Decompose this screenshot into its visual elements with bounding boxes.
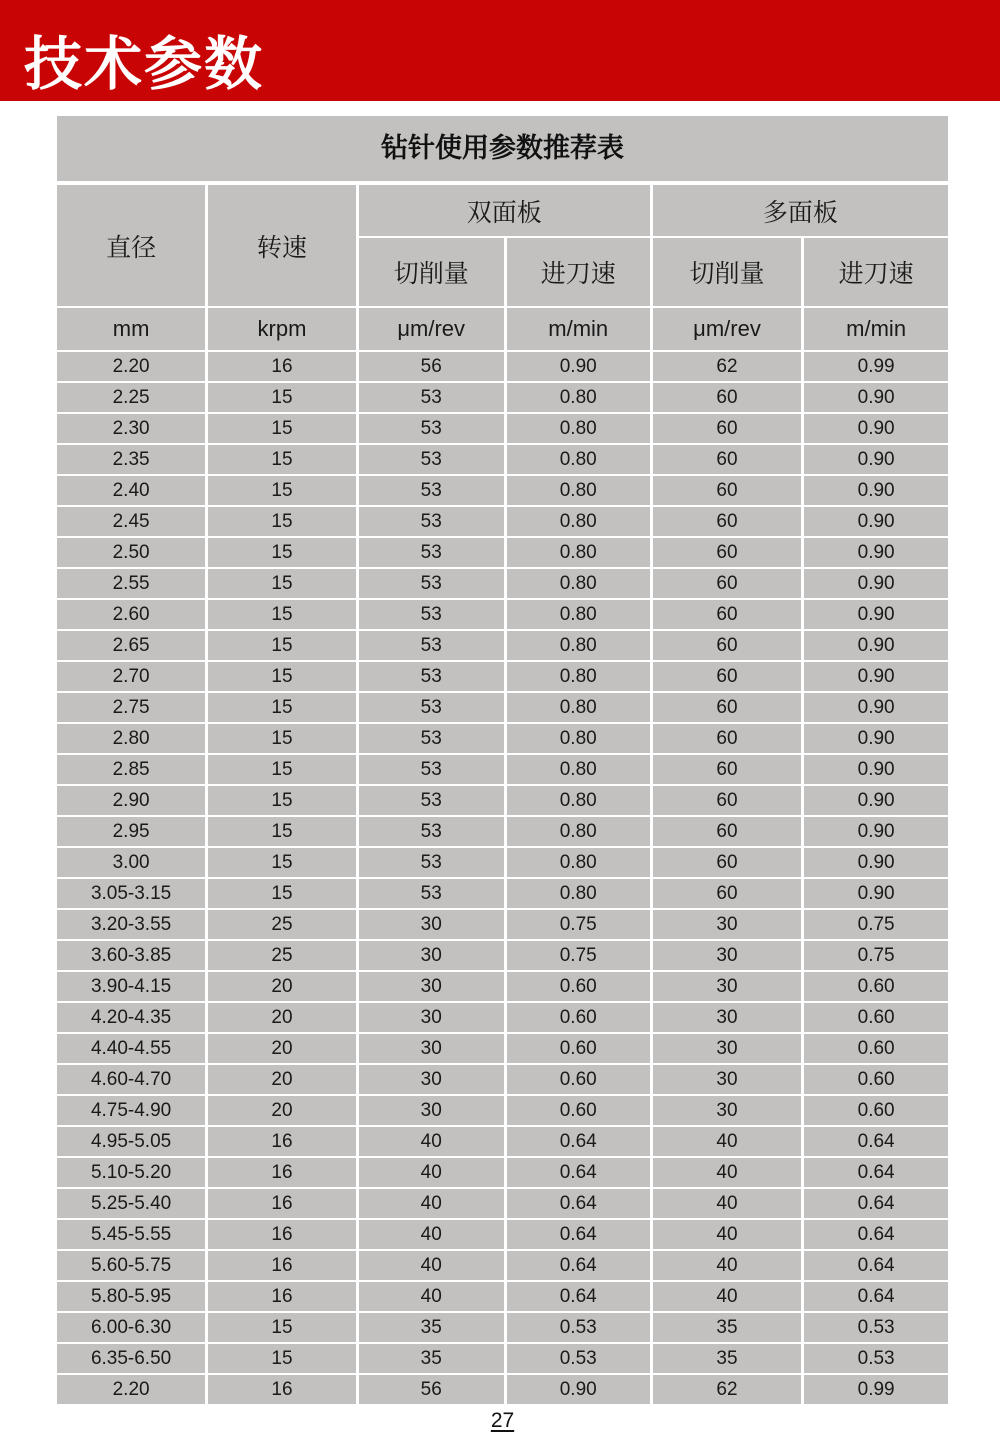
table-cell: 40: [651, 1250, 802, 1281]
table-cell: 15: [207, 599, 358, 630]
table-row: [57, 971, 948, 1002]
table-row: [57, 1374, 948, 1404]
table-cell: 0.90: [803, 878, 948, 909]
table-row: [57, 413, 948, 444]
table-cell: 0.80: [505, 847, 651, 878]
table-cell: 20: [207, 1002, 358, 1033]
table-cell: 2.75: [57, 692, 207, 723]
table-cell: 15: [207, 816, 358, 847]
table-row: [57, 382, 948, 413]
table-cell: 16: [207, 1188, 358, 1219]
table-cell: 16: [207, 1157, 358, 1188]
table-row: [57, 1095, 948, 1126]
table-cell: 53: [357, 444, 505, 475]
table-cell: 53: [357, 630, 505, 661]
table-row: [57, 723, 948, 754]
table-cell: 0.64: [803, 1157, 948, 1188]
table-row: [57, 1281, 948, 1312]
table-cell: 60: [651, 816, 802, 847]
table-row: [57, 475, 948, 506]
table-cell: 30: [651, 1095, 802, 1126]
table-cell: 16: [207, 1219, 358, 1250]
table-cell: 5.25-5.40: [57, 1188, 207, 1219]
table-cell: 2.70: [57, 661, 207, 692]
table-cell: 2.65: [57, 630, 207, 661]
table-cell: 62: [651, 1374, 802, 1404]
table-cell: 0.60: [505, 1002, 651, 1033]
table-cell: 35: [651, 1312, 802, 1343]
table-cell: 0.53: [505, 1312, 651, 1343]
table-cell: 2.45: [57, 506, 207, 537]
table-cell: 0.90: [505, 1374, 651, 1404]
table-cell: 0.90: [803, 475, 948, 506]
table-cell: 0.80: [505, 630, 651, 661]
table-cell: 0.80: [505, 537, 651, 568]
table-cell: 0.64: [505, 1219, 651, 1250]
table-cell: 53: [357, 506, 505, 537]
table-cell: 16: [207, 1281, 358, 1312]
table-cell: 4.75-4.90: [57, 1095, 207, 1126]
table-header: [57, 185, 948, 351]
unit-diameter: mm: [57, 307, 207, 351]
table-cell: 0.80: [505, 661, 651, 692]
table-cell: 15: [207, 692, 358, 723]
table-cell: 0.64: [803, 1281, 948, 1312]
table-cell: 0.60: [505, 1033, 651, 1064]
table-cell: 0.64: [505, 1126, 651, 1157]
table-cell: 60: [651, 444, 802, 475]
table-cell: 30: [357, 1064, 505, 1095]
table-cell: 0.75: [803, 940, 948, 971]
table-cell: 6.00-6.30: [57, 1312, 207, 1343]
table-cell: 0.75: [505, 909, 651, 940]
table-cell: 0.64: [803, 1250, 948, 1281]
header-double-sided-group: 双面板: [357, 185, 651, 237]
table-cell: 0.90: [803, 444, 948, 475]
table-cell: 40: [357, 1188, 505, 1219]
table-cell: 0.90: [803, 847, 948, 878]
table-cell: 15: [207, 661, 358, 692]
table-cell: 0.90: [803, 816, 948, 847]
table-cell: 0.60: [803, 971, 948, 1002]
table-cell: 53: [357, 692, 505, 723]
table-cell: 30: [357, 1033, 505, 1064]
table-cell: 60: [651, 537, 802, 568]
table-cell: 2.80: [57, 723, 207, 754]
table-cell: 60: [651, 506, 802, 537]
table-cell: 0.90: [803, 413, 948, 444]
table-cell: 60: [651, 413, 802, 444]
table-cell: 0.64: [505, 1188, 651, 1219]
table-cell: 20: [207, 971, 358, 1002]
page-number: 27: [490, 1409, 515, 1432]
table-row: [57, 1126, 948, 1157]
table-cell: 0.80: [505, 785, 651, 816]
table-cell: 0.80: [505, 599, 651, 630]
table-cell: 6.35-6.50: [57, 1343, 207, 1374]
table-cell: 30: [651, 1033, 802, 1064]
table-cell: 0.80: [505, 723, 651, 754]
table-cell: 15: [207, 382, 358, 413]
table-row: [57, 599, 948, 630]
table-cell: 4.60-4.70: [57, 1064, 207, 1095]
unit-ml-chip-load: μm/rev: [651, 307, 802, 351]
table-cell: 60: [651, 475, 802, 506]
header-row-groups: [57, 185, 948, 237]
table-cell: 53: [357, 878, 505, 909]
units-row: [57, 307, 948, 351]
table-cell: 0.80: [505, 506, 651, 537]
table-cell: 0.90: [803, 785, 948, 816]
table-cell: 30: [651, 1002, 802, 1033]
table-cell: 0.80: [505, 444, 651, 475]
table-row: [57, 878, 948, 909]
table-row: [57, 1219, 948, 1250]
table-cell: 53: [357, 847, 505, 878]
table-cell: 53: [357, 599, 505, 630]
table-cell: 15: [207, 1312, 358, 1343]
table-cell: 0.90: [803, 723, 948, 754]
table-body: [57, 351, 948, 1404]
content: [57, 116, 948, 1404]
table-cell: 53: [357, 754, 505, 785]
table-cell: 16: [207, 1374, 358, 1404]
table-row: [57, 1064, 948, 1095]
table-cell: 0.64: [803, 1219, 948, 1250]
table-cell: 0.60: [505, 971, 651, 1002]
table-cell: 2.85: [57, 754, 207, 785]
table-cell: 60: [651, 785, 802, 816]
table-cell: 25: [207, 909, 358, 940]
table-cell: 4.40-4.55: [57, 1033, 207, 1064]
table-cell: 16: [207, 1126, 358, 1157]
table-cell: 3.20-3.55: [57, 909, 207, 940]
table-cell: 53: [357, 568, 505, 599]
table-cell: 0.80: [505, 382, 651, 413]
table-row: [57, 661, 948, 692]
table-row: [57, 1188, 948, 1219]
table-cell: 0.60: [803, 1095, 948, 1126]
table-cell: 60: [651, 723, 802, 754]
table-cell: 30: [357, 1095, 505, 1126]
table-cell: 40: [651, 1157, 802, 1188]
table-cell: 15: [207, 506, 358, 537]
table-row: [57, 1343, 948, 1374]
table-cell: 60: [651, 754, 802, 785]
page-footer: [57, 1409, 948, 1433]
table-cell: 30: [651, 971, 802, 1002]
table-cell: 15: [207, 785, 358, 816]
table-cell: 35: [357, 1343, 505, 1374]
table-cell: 20: [207, 1095, 358, 1126]
table-cell: 0.80: [505, 878, 651, 909]
table-cell: 30: [651, 1064, 802, 1095]
table-cell: 0.80: [505, 413, 651, 444]
table-cell: 40: [651, 1188, 802, 1219]
table-cell: 5.80-5.95: [57, 1281, 207, 1312]
table-cell: 0.90: [505, 351, 651, 382]
table-cell: 53: [357, 413, 505, 444]
table-cell: 15: [207, 878, 358, 909]
table-cell: 20: [207, 1064, 358, 1095]
table-row: [57, 847, 948, 878]
table-cell: 0.90: [803, 754, 948, 785]
table-cell: 25: [207, 940, 358, 971]
table-cell: 40: [357, 1157, 505, 1188]
table-cell: 2.60: [57, 599, 207, 630]
table-row: [57, 351, 948, 382]
table-cell: 5.45-5.55: [57, 1219, 207, 1250]
table-cell: 0.90: [803, 506, 948, 537]
table-cell: 4.20-4.35: [57, 1002, 207, 1033]
table-cell: 15: [207, 413, 358, 444]
table-cell: 53: [357, 661, 505, 692]
table-cell: 5.10-5.20: [57, 1157, 207, 1188]
table-cell: 0.64: [505, 1157, 651, 1188]
table-cell: 56: [357, 351, 505, 382]
table-cell: 40: [357, 1219, 505, 1250]
table-row: [57, 692, 948, 723]
table-cell: 0.60: [505, 1095, 651, 1126]
table-row: [57, 909, 948, 940]
table-cell: 0.90: [803, 537, 948, 568]
table-cell: 0.53: [803, 1312, 948, 1343]
table-cell: 15: [207, 630, 358, 661]
table-cell: 15: [207, 475, 358, 506]
table-row: [57, 785, 948, 816]
table-cell: 60: [651, 878, 802, 909]
table-cell: 60: [651, 661, 802, 692]
table-cell: 2.50: [57, 537, 207, 568]
table-cell: 5.60-5.75: [57, 1250, 207, 1281]
table-cell: 0.80: [505, 754, 651, 785]
table-cell: 40: [357, 1250, 505, 1281]
table-cell: 0.80: [505, 692, 651, 723]
header-ds-infeed: 进刀速: [505, 237, 651, 307]
table-cell: 2.40: [57, 475, 207, 506]
table-row: [57, 940, 948, 971]
table-cell: 0.90: [803, 661, 948, 692]
table-cell: 40: [651, 1126, 802, 1157]
table-row: [57, 1002, 948, 1033]
table-cell: 3.00: [57, 847, 207, 878]
table-row: [57, 1033, 948, 1064]
table-row: [57, 444, 948, 475]
table-cell: 16: [207, 1250, 358, 1281]
table-cell: 0.99: [803, 351, 948, 382]
table-row: [57, 1312, 948, 1343]
header-ml-infeed: 进刀速: [803, 237, 948, 307]
table-cell: 0.53: [505, 1343, 651, 1374]
table-cell: 20: [207, 1033, 358, 1064]
unit-ml-infeed: m/min: [803, 307, 948, 351]
table-cell: 2.25: [57, 382, 207, 413]
table-cell: 0.75: [505, 940, 651, 971]
header-speed: 转速: [207, 185, 358, 307]
table-cell: 15: [207, 444, 358, 475]
table-cell: 30: [357, 1002, 505, 1033]
table-cell: 0.90: [803, 599, 948, 630]
table-row: [57, 537, 948, 568]
table-cell: 2.20: [57, 351, 207, 382]
table-cell: 0.90: [803, 630, 948, 661]
table-cell: 35: [651, 1343, 802, 1374]
header-ds-chip-load: 切削量: [357, 237, 505, 307]
table-cell: 15: [207, 537, 358, 568]
table-cell: 30: [651, 909, 802, 940]
table-cell: 2.20: [57, 1374, 207, 1404]
table-cell: 2.95: [57, 816, 207, 847]
table-cell: 2.90: [57, 785, 207, 816]
table-cell: 15: [207, 847, 358, 878]
table-cell: 0.80: [505, 816, 651, 847]
table-row: [57, 1157, 948, 1188]
unit-ds-chip-load: μm/rev: [357, 307, 505, 351]
table-cell: 53: [357, 382, 505, 413]
table-cell: 56: [357, 1374, 505, 1404]
table-cell: 0.53: [803, 1343, 948, 1374]
table-cell: 0.64: [505, 1281, 651, 1312]
table-row: [57, 506, 948, 537]
table-cell: 53: [357, 785, 505, 816]
table-cell: 53: [357, 537, 505, 568]
table-cell: 60: [651, 692, 802, 723]
table-cell: 35: [357, 1312, 505, 1343]
header-banner: [0, 0, 1000, 101]
table-cell: 53: [357, 816, 505, 847]
table-cell: 0.90: [803, 692, 948, 723]
table-cell: 30: [357, 971, 505, 1002]
table-cell: 0.64: [803, 1188, 948, 1219]
table-cell: 40: [651, 1281, 802, 1312]
table-cell: 60: [651, 568, 802, 599]
table-cell: 0.60: [803, 1033, 948, 1064]
table-cell: 0.60: [803, 1002, 948, 1033]
table-cell: 3.60-3.85: [57, 940, 207, 971]
table-cell: 15: [207, 754, 358, 785]
table-cell: 30: [651, 940, 802, 971]
table-cell: 3.05-3.15: [57, 878, 207, 909]
table-cell: 16: [207, 351, 358, 382]
table-cell: 40: [357, 1281, 505, 1312]
table-row: [57, 630, 948, 661]
header-multilayer-group: 多面板: [651, 185, 948, 237]
table-cell: 53: [357, 475, 505, 506]
page-title: 技术参数: [24, 32, 265, 97]
table-cell: 40: [357, 1126, 505, 1157]
table-cell: 60: [651, 630, 802, 661]
table-cell: 15: [207, 1343, 358, 1374]
table-row: [57, 754, 948, 785]
table-cell: 0.60: [505, 1064, 651, 1095]
header-diameter: 直径: [57, 185, 207, 307]
table-cell: 0.60: [803, 1064, 948, 1095]
table-cell: 0.80: [505, 475, 651, 506]
table-cell: 60: [651, 382, 802, 413]
table-cell: 62: [651, 351, 802, 382]
table-cell: 60: [651, 847, 802, 878]
table-row: [57, 816, 948, 847]
table-cell: 2.30: [57, 413, 207, 444]
table-cell: 2.55: [57, 568, 207, 599]
table-cell: 2.35: [57, 444, 207, 475]
parameters-table: [57, 185, 948, 1404]
table-row: [57, 1250, 948, 1281]
table-cell: 40: [651, 1219, 802, 1250]
table-cell: 0.90: [803, 568, 948, 599]
table-cell: 0.75: [803, 909, 948, 940]
table-cell: 0.90: [803, 382, 948, 413]
table-cell: 0.64: [803, 1126, 948, 1157]
table-cell: 0.64: [505, 1250, 651, 1281]
table-cell: 0.99: [803, 1374, 948, 1404]
table-title: 钻针使用参数推荐表: [57, 116, 948, 181]
unit-speed: krpm: [207, 307, 358, 351]
table-cell: 15: [207, 723, 358, 754]
table-cell: 30: [357, 909, 505, 940]
table-cell: 0.80: [505, 568, 651, 599]
unit-ds-infeed: m/min: [505, 307, 651, 351]
table-cell: 30: [357, 940, 505, 971]
table-cell: 60: [651, 599, 802, 630]
table-cell: 4.95-5.05: [57, 1126, 207, 1157]
table-cell: 3.90-4.15: [57, 971, 207, 1002]
header-ml-chip-load: 切削量: [651, 237, 802, 307]
table-cell: 53: [357, 723, 505, 754]
table-row: [57, 568, 948, 599]
table-cell: 15: [207, 568, 358, 599]
